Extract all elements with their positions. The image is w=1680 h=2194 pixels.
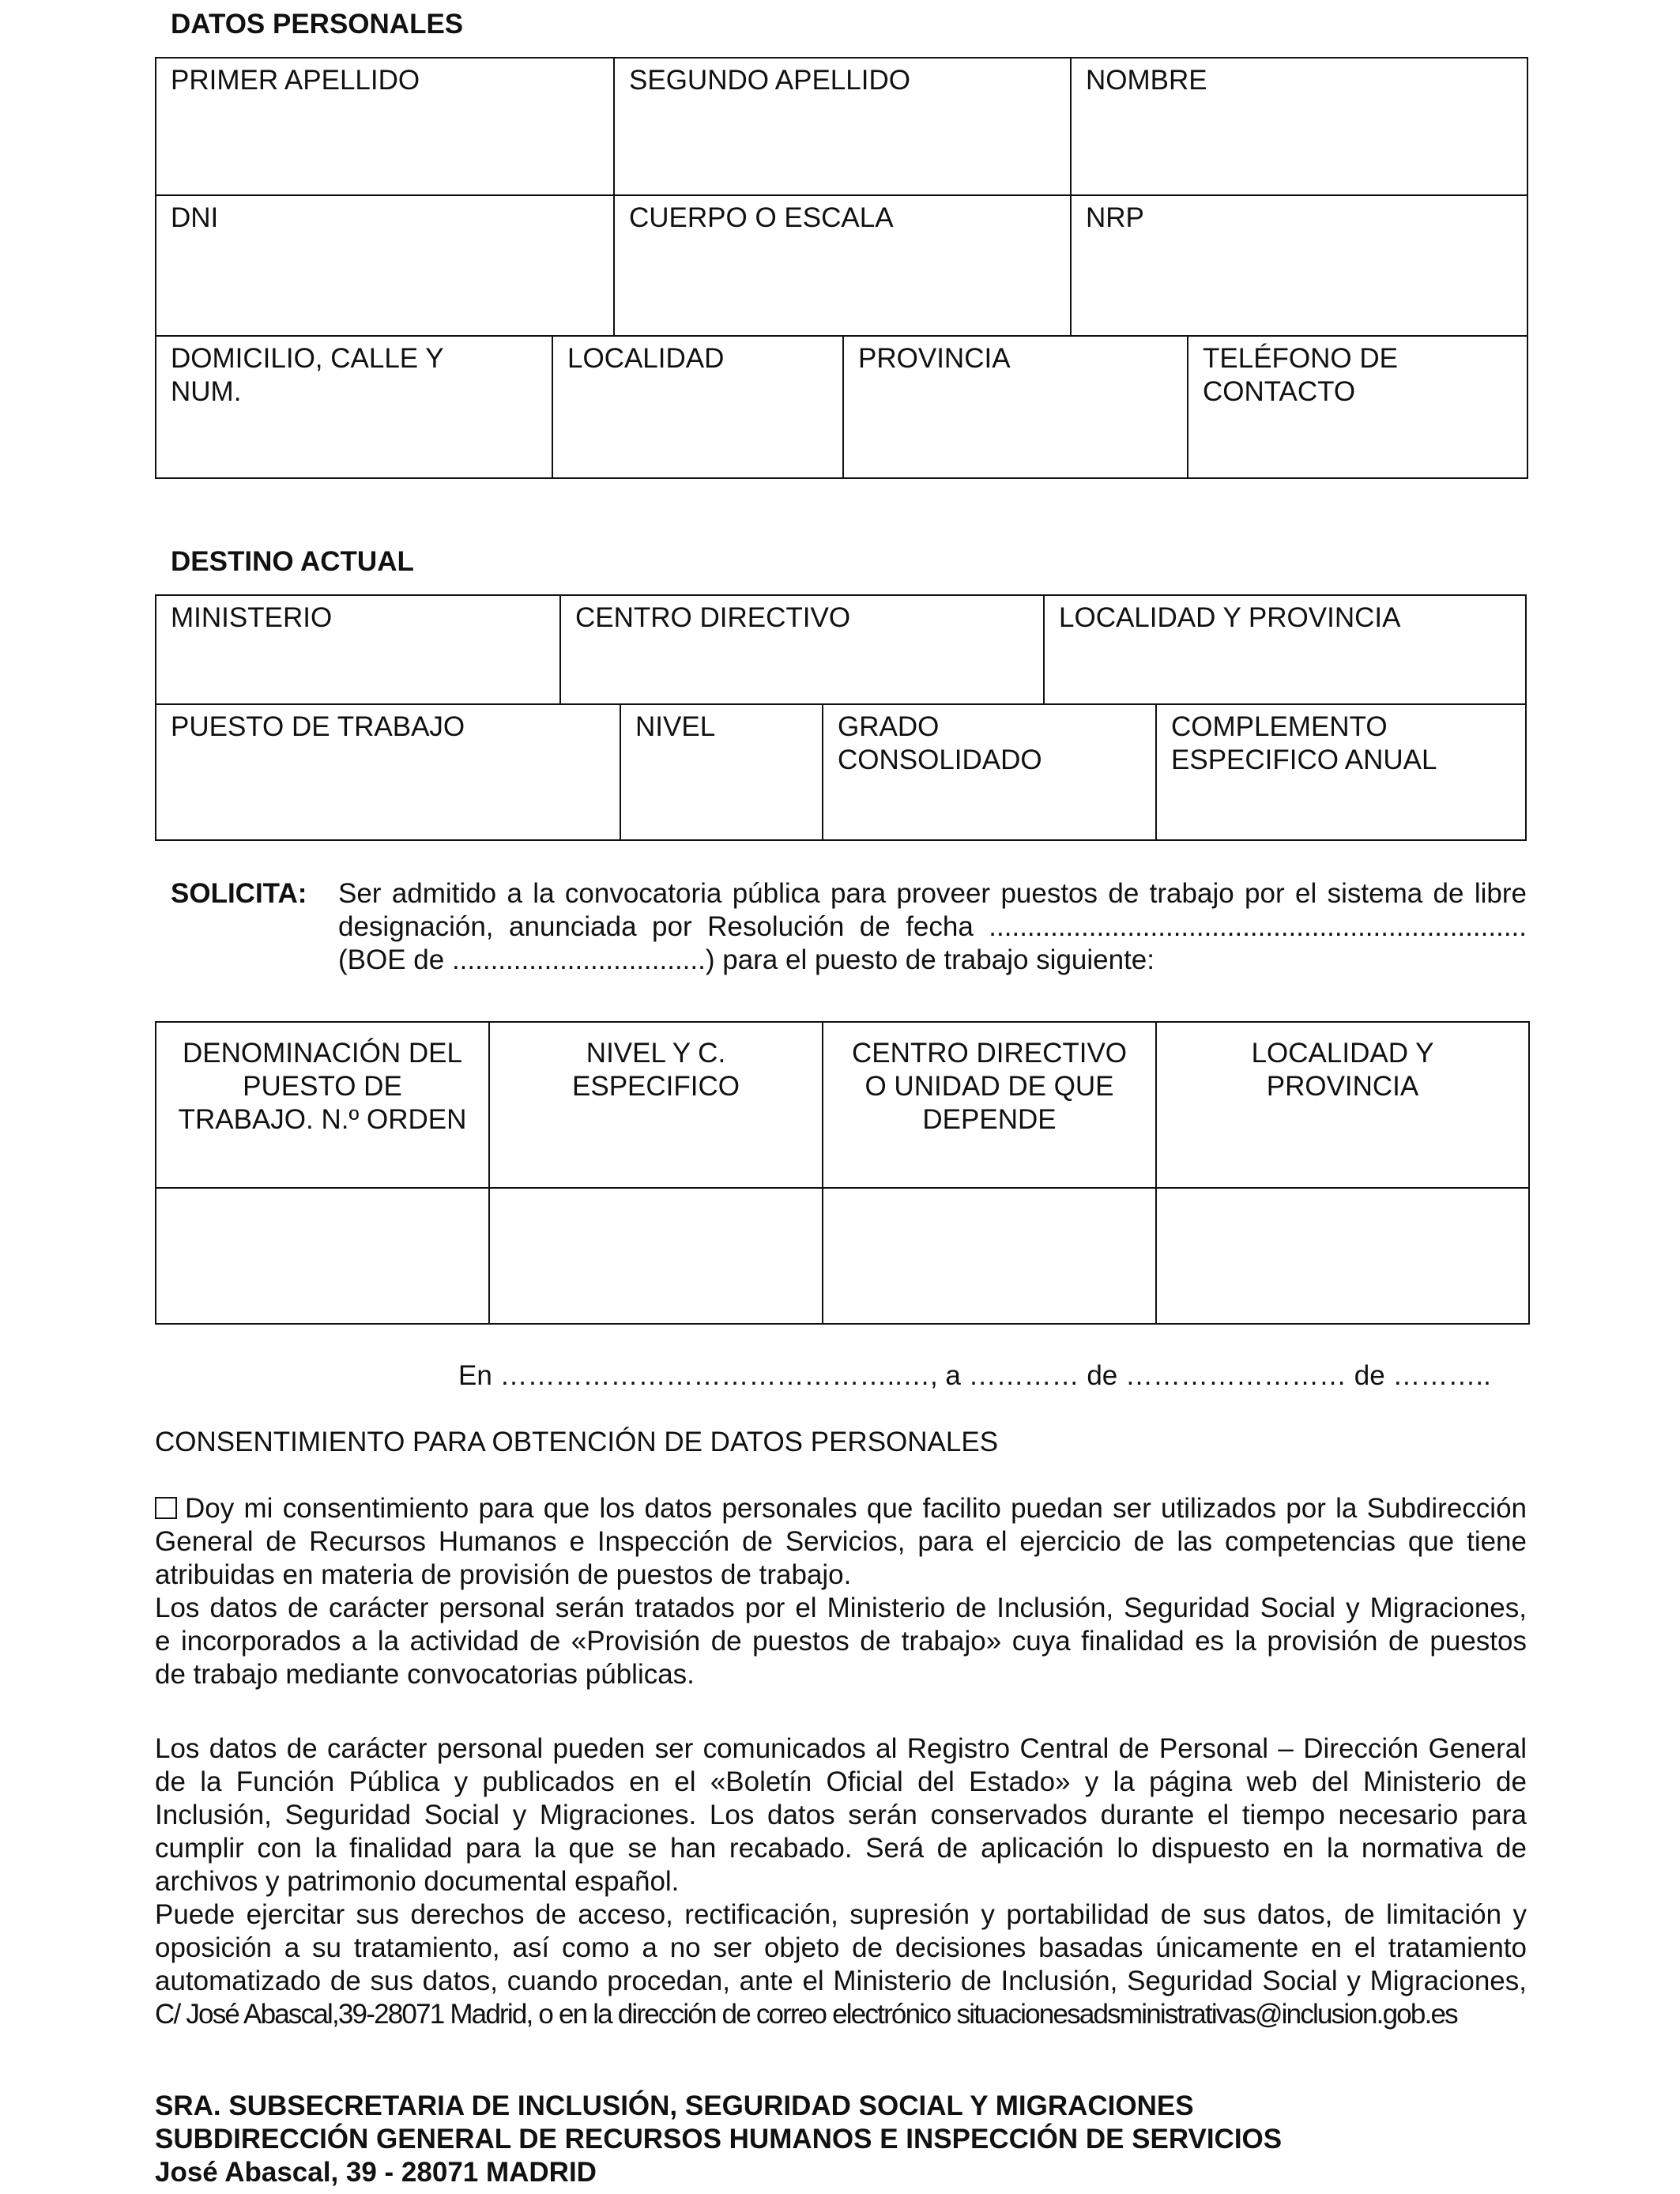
- consent-line: de trabajo mediante convocatorias públicas.: [155, 1659, 695, 1690]
- header-nivel: NIVEL Y C. ESPECIFICO: [490, 1023, 823, 1189]
- nivel-field[interactable]: NIVEL: [621, 705, 823, 839]
- datos-personales-heading: DATOS PERSONALES: [171, 9, 464, 40]
- puesto-trabajo-field[interactable]: PUESTO DE TRABAJO: [156, 705, 621, 839]
- consent-line: atribuidas en materia de provisión de puestos de trabajo.: [155, 1559, 852, 1590]
- consent-line-address: C/ José Abascal,39-28071 Madrid, o en la dirección de correo electrónico situacionesadsministrativas@inclusion.gob.es: [155, 1999, 1457, 2030]
- footer-line-2: SUBDIRECCIÓN GENERAL DE RECURSOS HUMANOS E INSPECCIÓN DE SERVICIOS: [155, 2124, 1283, 2154]
- grado-consolidado-field[interactable]: GRADO CONSOLIDADO: [823, 705, 1157, 839]
- consent-checkbox[interactable]: [155, 1497, 177, 1519]
- dni-field[interactable]: DNI: [156, 196, 615, 337]
- input-centro-directivo[interactable]: [823, 1189, 1157, 1323]
- consent-line: Doy mi consentimiento para que los datos personales que facilito puedan ser utilizados por la Subdirección: [185, 1493, 1527, 1524]
- nombre-field[interactable]: NOMBRE: [1072, 58, 1527, 196]
- consent-line: Inclusión, Seguridad Social y Migraciones. Los datos serán conservados durante el tiempo necesario para: [155, 1800, 1527, 1830]
- solicita-line-3: (BOE de .................................) para el puesto de trabajo siguiente:: [338, 944, 1155, 975]
- centro-directivo-field[interactable]: CENTRO DIRECTIVO: [561, 596, 1045, 705]
- input-denominacion[interactable]: [156, 1189, 490, 1323]
- footer-line-3: José Abascal, 39 - 28071 MADRID: [155, 2157, 597, 2188]
- input-localidad[interactable]: [1157, 1189, 1528, 1323]
- destino-actual-table: [155, 594, 1527, 841]
- domicilio-field[interactable]: DOMICILIO, CALLE Y NUM.: [156, 337, 553, 477]
- solicita-line-1: Ser admitido a la convocatoria pública para proveer puestos de trabajo por el sistema de libre: [338, 878, 1527, 909]
- consent-line: cumplir con la finalidad para la que se han recabado. Será de aplicación lo dispuesto en la normativa de: [155, 1833, 1527, 1864]
- consent-line: Los datos de carácter personal pueden ser comunicados al Registro Central de Personal – Dirección General: [155, 1733, 1527, 1764]
- primer-apellido-field[interactable]: PRIMER APELLIDO: [156, 58, 615, 196]
- consent-line: archivos y patrimonio documental español.: [155, 1866, 680, 1897]
- input-nivel[interactable]: [490, 1189, 823, 1323]
- complemento-especifico-field[interactable]: COMPLEMENTO ESPECIFICO ANUAL: [1171, 711, 1437, 775]
- datos-personales-table: [155, 57, 1528, 479]
- destino-actual-heading: DESTINO ACTUAL: [171, 546, 414, 577]
- segundo-apellido-field[interactable]: SEGUNDO APELLIDO: [615, 58, 1072, 196]
- solicita-line-2: designación, anunciada por Resolución de fecha ......................................................................: [338, 911, 1527, 942]
- consent-line: oposición a su tratamiento, así como a no ser objeto de decisiones basadas únicamente en el tratamiento: [155, 1932, 1527, 1963]
- footer-line-1: SRA. SUBSECRETARIA DE INCLUSIÓN, SEGURIDAD SOCIAL Y MIGRACIONES: [155, 2090, 1194, 2121]
- consent-line: Puede ejercitar sus derechos de acceso, rectificación, supresión y portabilidad de sus datos, de limitación y: [155, 1899, 1527, 1930]
- telefono-field[interactable]: TELÉFONO DE CONTACTO: [1203, 343, 1398, 407]
- consent-line: General de Recursos Humanos e Inspección de Servicios, para el ejercicio de las competencias que tiene: [155, 1526, 1527, 1557]
- consentimiento-paragraph-1: [155, 1492, 1527, 1691]
- localidad-field[interactable]: LOCALIDAD: [553, 337, 844, 477]
- consent-line: de la Función Pública y publicados en el «Boletín Oficial del Estado» y la página web del Ministerio de: [155, 1766, 1527, 1797]
- provincia-field[interactable]: PROVINCIA: [844, 337, 1188, 477]
- localidad-provincia-field[interactable]: LOCALIDAD Y PROVINCIA: [1045, 596, 1525, 705]
- header-centro-directivo: CENTRO DIRECTIVO O UNIDAD DE QUE DEPENDE: [823, 1023, 1157, 1189]
- consent-line: Los datos de carácter personal serán tratados por el Ministerio de Inclusión, Seguridad Social y Migraciones,: [155, 1593, 1527, 1623]
- consentimiento-title: CONSENTIMIENTO PARA OBTENCIÓN DE DATOS PERSONALES: [155, 1427, 999, 1457]
- cuerpo-escala-field[interactable]: CUERPO O ESCALA: [615, 196, 1072, 337]
- ministerio-field[interactable]: MINISTERIO: [156, 596, 561, 705]
- consent-line: automatizado de sus datos, cuando procedan, ante el Ministerio de Inclusión, Seguridad Social y Migraciones,: [155, 1966, 1527, 1996]
- consent-line: e incorporados a la actividad de «Provisión de puestos de trabajo» cuya finalidad es la provisión de puestos: [155, 1626, 1527, 1657]
- consentimiento-paragraph-2: [155, 1732, 1527, 2031]
- fecha-line: En ……………………………………..…, a ………… de …………………… de ………..: [458, 1360, 1491, 1391]
- header-localidad: LOCALIDAD Y PROVINCIA: [1157, 1023, 1528, 1189]
- solicita-label: SOLICITA:: [171, 878, 307, 909]
- nrp-field[interactable]: NRP: [1072, 196, 1527, 337]
- header-denominacion: DENOMINACIÓN DEL PUESTO DE TRABAJO. N.º ORDEN: [156, 1023, 490, 1189]
- puesto-solicitado-table: [155, 1021, 1530, 1325]
